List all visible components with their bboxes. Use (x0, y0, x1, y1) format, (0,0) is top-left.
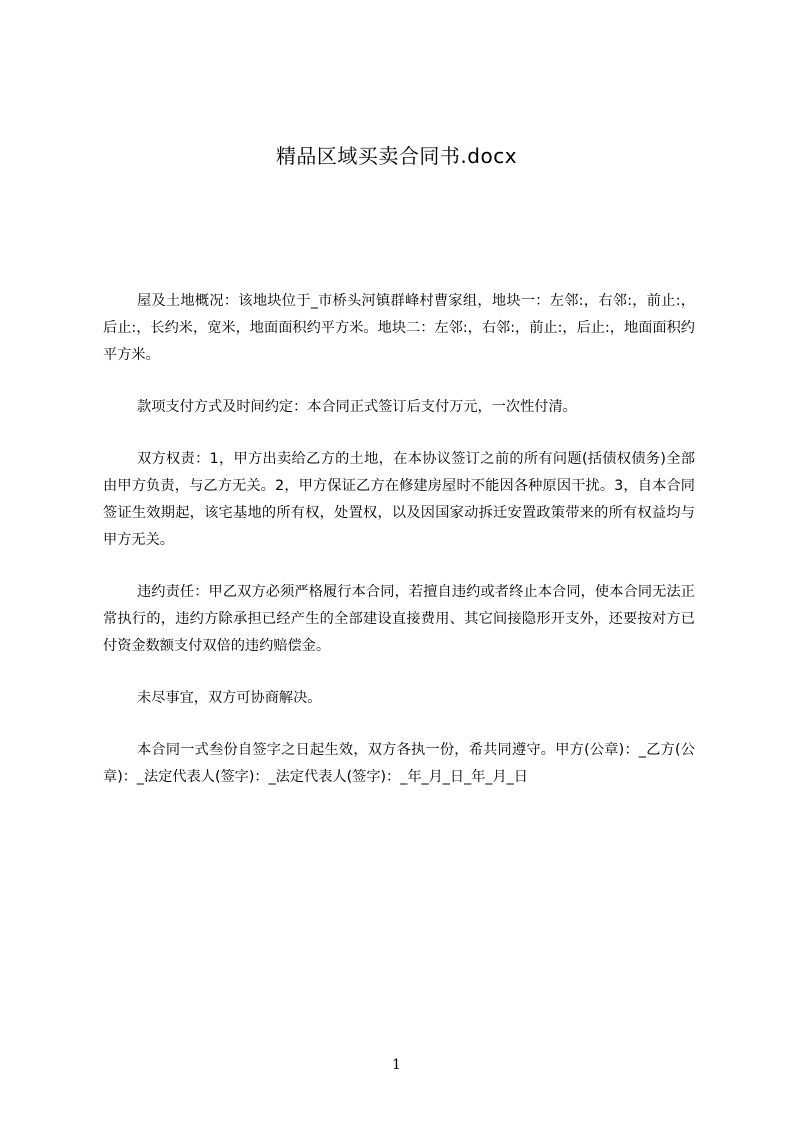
page-number: 1 (392, 1057, 401, 1073)
paragraph-rights-responsibilities: 双方权责：1，甲方出卖给乙方的土地，在本协议签订之前的所有问题(括债权债务)全部由甲方负责，与乙方无关。2，甲方保证乙方在修建房屋时不能因各种原因干扰。3，自本合同签证生效期起，该宅基地的所有权，处置权，以及因国家动拆迁安置政策带来的所有权益均与甲方无关。 (103, 451, 695, 548)
document-body (103, 288, 695, 816)
paragraph-signatures: 本合同一式叁份自签字之日起生效，双方各执一份，希共同遵守。甲方(公章)：_乙方(公章)：_法定代表人(签字)：_法定代表人(签字)：_年_月_日_年_月_日 (103, 742, 695, 785)
paragraph-unresolved-matters: 未尽事宜，双方可协商解决。 (137, 690, 322, 706)
document-title: 精品区域买卖合同书.docx (275, 144, 518, 168)
paragraph-land-overview: 屋及土地概况：该地块位于_市桥头河镇群峰村曹家组，地块一：左邻:，右邻:，前止:，后止:，长约米，宽米，地面面积约平方米。地块二：左邻:，右邻:，前止:，后止:，地面面积约平方米。 (103, 293, 695, 363)
paragraph-breach-liability: 违约责任：甲乙双方必须严格履行本合同，若擅自违约或者终止本合同，使本合同无法正常执行的，违约方除承担已经产生的全部建设直接费用、其它间接隐形开支外，还要按对方已付资金数额支付双倍的违约赔偿金。 (103, 584, 695, 654)
paragraph-payment-terms: 款项支付方式及时间约定：本合同正式签订后支付万元，一次性付清。 (137, 399, 577, 415)
